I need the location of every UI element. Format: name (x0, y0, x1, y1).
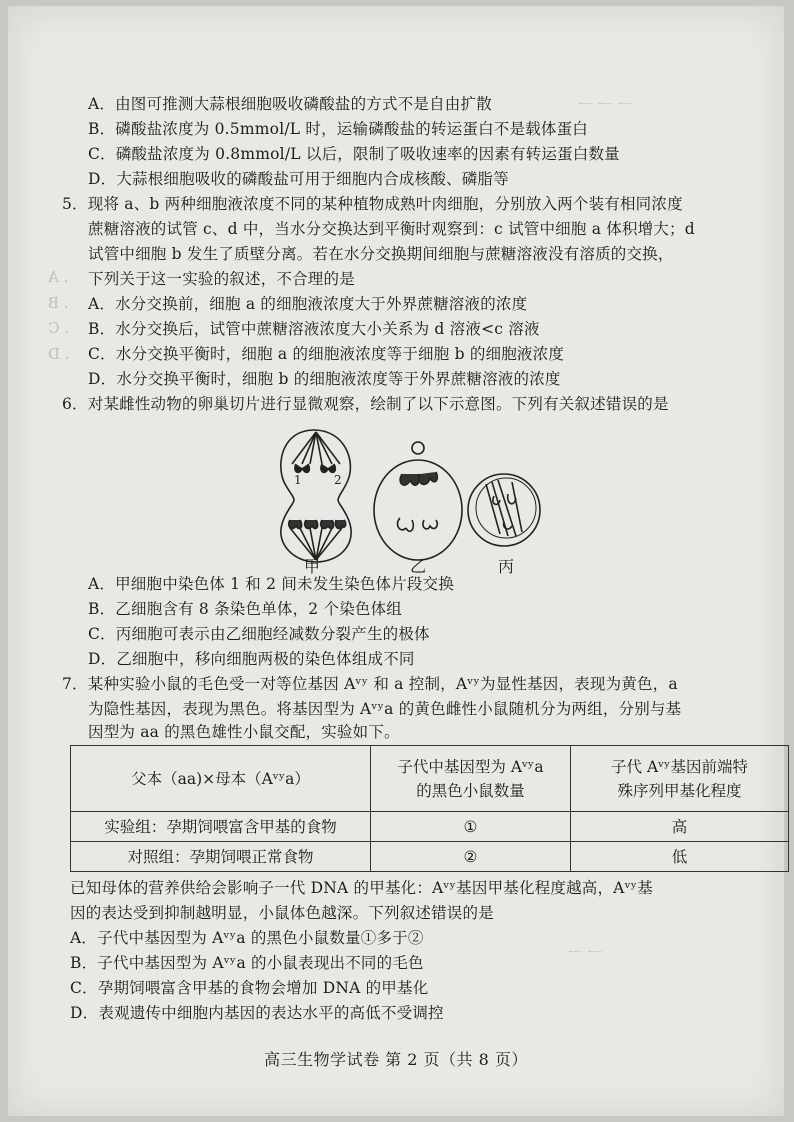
bleed-through-text: . C (48, 319, 70, 337)
q5-stem-line-4: 下列关于这一实验的叙述，不合理的是 (88, 270, 355, 288)
q6-option-b: B．乙细胞含有 8 条染色单体，2 个染色体组 (88, 600, 402, 618)
cell-jia (281, 430, 351, 562)
table-cell: 低 (571, 842, 789, 872)
cell-division-figure (272, 424, 552, 574)
exam-page (8, 6, 784, 1116)
page-footer: 高三生物学试卷 第 2 页（共 8 页） (264, 1050, 528, 1069)
q7-stem-line-1: 7．某种实验小鼠的毛色受一对等位基因 Aᵛʸ 和 a 控制，Aᵛʸ为显性基因，表现为黄色，a (62, 675, 678, 693)
bleed-through-text: . D (48, 345, 70, 363)
cell-bing (468, 474, 540, 546)
q5-stem-line-2: 蔗糖溶液的试管 c、d 中，当水分交换达到平衡时观察到：c 试管中细胞 a 体积增大；d (88, 220, 695, 238)
q5-option-b: B．水分交换后，试管中蔗糖溶液浓度大小关系为 d 溶液<c 溶液 (88, 320, 540, 338)
table-cell: 实验组：孕期饲喂富含甲基的食物 (71, 812, 371, 842)
cell-yi (374, 442, 462, 560)
q5-option-c: C．水分交换平衡时，细胞 a 的细胞液浓度等于细胞 b 的细胞液浓度 (88, 345, 565, 363)
q4-option-c: C．磷酸盐浓度为 0.8mmol/L 以后，限制了吸收速率的因素有转运蛋白数量 (88, 145, 620, 163)
q4-option-a: A．由图可推测大蒜根细胞吸收磷酸盐的方式不是自由扩散 (88, 95, 492, 113)
table-cell: ② (371, 842, 571, 872)
q4-option-b: B．磷酸盐浓度为 0.5mmol/L 时，运输磷酸盐的转运蛋白不是载体蛋白 (88, 120, 588, 138)
q5-option-d: D．水分交换平衡时，细胞 b 的细胞液浓度等于外界蔗糖溶液的浓度 (88, 370, 561, 388)
q7-stem-line-3: 因型为 aa 的黑色雄性小鼠交配，实验如下。 (88, 723, 400, 741)
table-cell: 高 (571, 812, 789, 842)
q7-option-b: B．子代中基因型为 Aᵛʸa 的小鼠表现出不同的毛色 (70, 954, 424, 972)
experiment-table (70, 745, 789, 872)
q5-stem-line-3: 试管中细胞 b 发生了质壁分离。若在水分交换期间细胞与蔗糖溶液没有溶质的交换， (88, 245, 674, 263)
q5-option-a: A．水分交换前，细胞 a 的细胞液浓度大于外界蔗糖溶液的浓度 (88, 295, 528, 313)
table-header-cell: 子代 Aᵛʸ基因前端特 殊序列甲基化程度 (571, 746, 789, 812)
figure-label-jia: 甲 (304, 557, 321, 576)
table-header-cell: 父本（aa)×母本（Aᵛʸa） (71, 746, 371, 812)
q6-option-a: A．甲细胞中染色体 1 和 2 间未发生染色体片段交换 (88, 575, 455, 593)
q7-stem-line-2: 为隐性基因，表现为黑色。将基因型为 Aᵛʸa 的黄色雌性小鼠随机分为两组，分别与基 (88, 700, 682, 718)
chromosome-label-1: 1 (294, 473, 302, 487)
figure-label-bing: 丙 (498, 557, 515, 576)
table-header-cell: 子代中基因型为 Aᵛʸa 的黑色小鼠数量 (371, 746, 571, 812)
q5-stem-line-1: 5．现将 a、b 两种细胞液浓度不同的某种植物成熟叶肉细胞，分别放入两个装有相同浓度 (62, 195, 683, 213)
q7-info-line-2: 因的表达受到抑制越明显，小鼠体色越深。下列叙述错误的是 (70, 904, 494, 922)
q7-option-d: D．表观遗传中细胞内基因的表达水平的高低不受调控 (70, 1004, 444, 1022)
bleed-through-text: . B (48, 294, 69, 312)
bleed-through-text: . A (48, 268, 69, 286)
chromosome-label-2: 2 (334, 473, 342, 487)
q6-option-d: D．乙细胞中，移向细胞两极的染色体组成不同 (88, 650, 415, 668)
table-row (71, 812, 789, 842)
bleed-through-text: 一 一 (568, 944, 603, 962)
table-cell: ① (371, 812, 571, 842)
table-cell: 对照组：孕期饲喂正常食物 (71, 842, 371, 872)
q6-option-c: C．丙细胞可表示由乙细胞经减数分裂产生的极体 (88, 625, 430, 643)
table-row (71, 842, 789, 872)
q7-info-line-1: 已知母体的营养供给会影响子一代 DNA 的甲基化：Aᵛʸ基因甲基化程度越高，Aᵛʸ基 (70, 879, 653, 897)
bleed-through-text: 一 一 一 (578, 96, 633, 114)
table-header-row (71, 746, 789, 812)
q7-option-c: C．孕期饲喂富含甲基的食物会增加 DNA 的甲基化 (70, 979, 429, 997)
q6-stem: 6．对某雌性动物的卵巢切片进行显微观察，绘制了以下示意图。下列有关叙述错误的是 (62, 395, 669, 413)
q7-option-a: A．子代中基因型为 Aᵛʸa 的黑色小鼠数量①多于② (70, 929, 424, 947)
q4-option-d: D．大蒜根细胞吸收的磷酸盐可用于细胞内合成核酸、磷脂等 (88, 170, 509, 188)
figure-label-yi: 乙 (410, 557, 427, 576)
